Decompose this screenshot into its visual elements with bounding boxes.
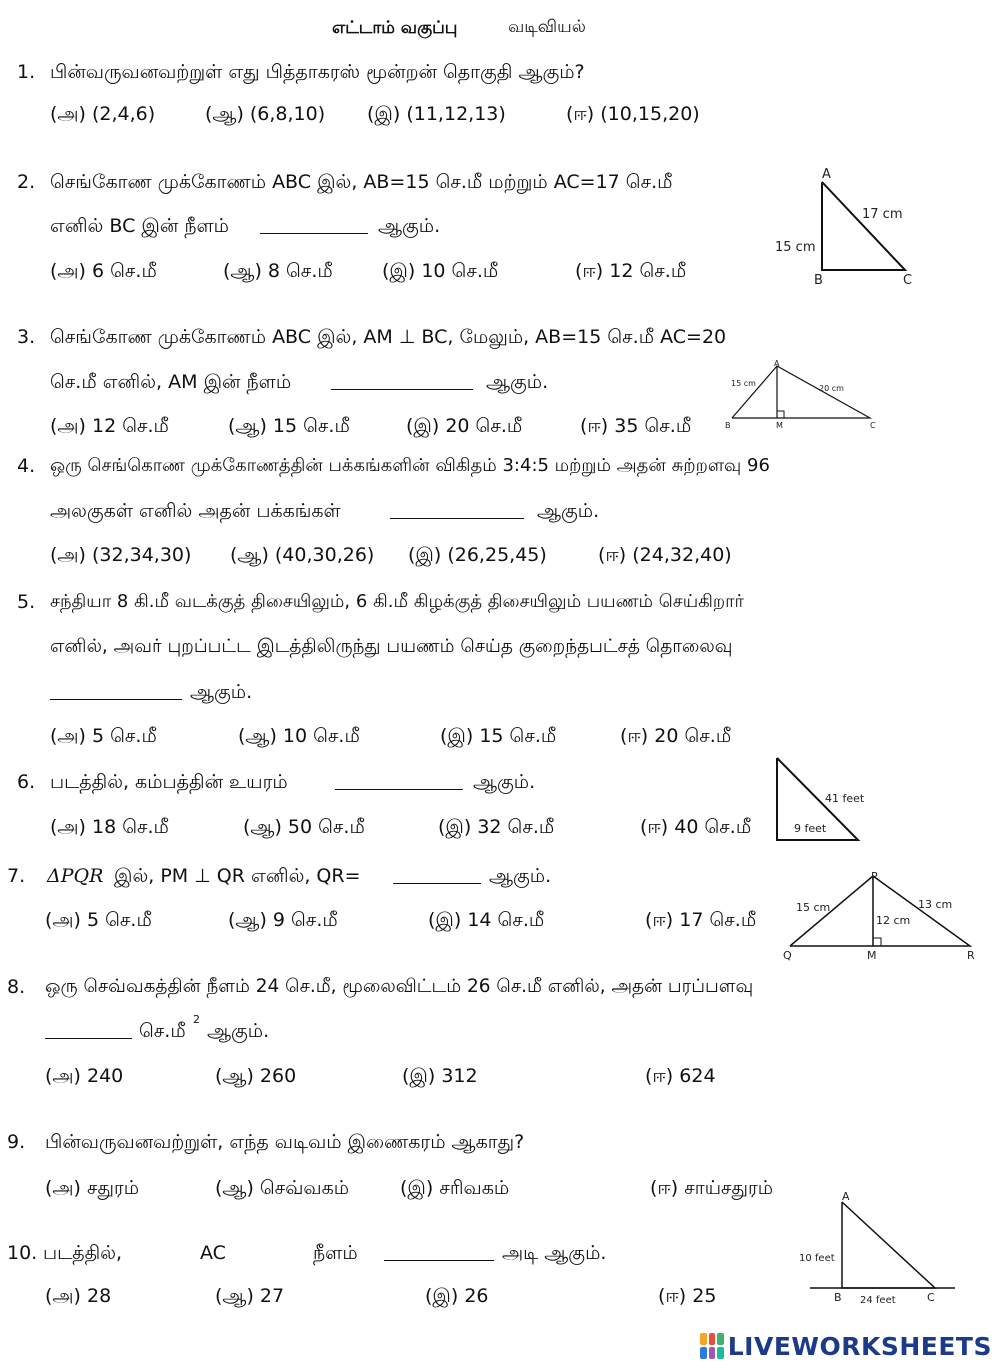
question-number: 7. bbox=[7, 865, 26, 887]
question-text: படத்தில், bbox=[43, 1242, 123, 1264]
side-ab-label: 10 feet bbox=[799, 1253, 835, 1264]
question-number: 9. bbox=[7, 1131, 26, 1153]
question-text-end: ஆகும். bbox=[190, 681, 253, 703]
option-b[interactable]: (ஆ) (6,8,10) bbox=[205, 103, 326, 125]
side-name: AC bbox=[200, 1242, 226, 1264]
answer-blank[interactable] bbox=[45, 1020, 132, 1039]
option-c[interactable]: (இ) (26,25,45) bbox=[408, 544, 547, 566]
answer-blank[interactable] bbox=[260, 215, 368, 234]
option-c[interactable]: (இ) 10 செ.மீ bbox=[382, 260, 499, 282]
side-ac-label: 17 cm bbox=[862, 207, 903, 222]
option-b[interactable]: (ஆ) செவ்வகம் bbox=[215, 1177, 350, 1199]
pole-triangle-figure bbox=[770, 752, 870, 847]
question-number: 3. bbox=[17, 326, 36, 348]
triangle-abmc-figure bbox=[720, 358, 890, 433]
option-a[interactable]: (அ) 5 செ.மீ bbox=[50, 725, 157, 747]
option-b[interactable]: (ஆ) 10 செ.மீ bbox=[238, 725, 360, 747]
option-b[interactable]: (ஆ) 8 செ.மீ bbox=[223, 260, 333, 282]
answer-blank[interactable] bbox=[331, 371, 473, 390]
option-c[interactable]: (இ) சரிவகம் bbox=[400, 1177, 510, 1199]
vertex-c-label: C bbox=[927, 1291, 935, 1304]
option-a[interactable]: (அ) 240 bbox=[45, 1065, 124, 1087]
option-d[interactable]: (ஈ) 35 செ.மீ bbox=[580, 415, 692, 437]
vertex-b-label: B bbox=[725, 421, 731, 430]
side-bc-label: 24 feet bbox=[860, 1295, 896, 1306]
option-a[interactable]: (அ) சதுரம் bbox=[45, 1177, 140, 1199]
unit-superscript: 2 bbox=[193, 1013, 200, 1026]
liveworksheets-mark-icon bbox=[700, 1333, 724, 1359]
question-text-mid: நீளம் bbox=[313, 1242, 358, 1264]
option-b[interactable]: (ஆ) (40,30,26) bbox=[230, 544, 375, 566]
question-text: ஒரு செவ்வகத்தின் நீளம் 24 செ.மீ, மூலைவிட்டம் 26 செ.மீ எனில், அதன் பரப்பளவு bbox=[45, 976, 754, 997]
triangle-pqr-figure bbox=[778, 862, 993, 962]
question-number: 1. bbox=[17, 61, 36, 83]
question-text: பின்வருவனவற்றுள், எந்த வடிவம் இணைகரம் ஆகாது? bbox=[45, 1131, 525, 1153]
question-text: செங்கோண முக்கோணம் ABC இல், AM ⊥ BC, மேலும், AB=15 செ.மீ AC=20 bbox=[50, 326, 727, 348]
answer-blank[interactable] bbox=[393, 865, 481, 884]
question-text-line2: எனில் BC இன் நீளம் bbox=[50, 215, 229, 237]
option-c[interactable]: (இ) 20 செ.மீ bbox=[406, 415, 523, 437]
option-d[interactable]: (ஈ) 40 செ.மீ bbox=[640, 816, 752, 838]
option-d[interactable]: (ஈ) சாய்சதுரம் bbox=[650, 1177, 774, 1199]
question-number: 10. bbox=[7, 1242, 38, 1264]
vertex-m-label: M bbox=[867, 949, 877, 962]
question-number: 2. bbox=[17, 171, 36, 193]
option-a[interactable]: (அ) 28 bbox=[45, 1285, 112, 1307]
option-c[interactable]: (இ) 32 செ.மீ bbox=[438, 816, 555, 838]
vertex-a-label: A bbox=[842, 1190, 850, 1203]
question-text: செங்கோண முக்கோணம் ABC இல், AB=15 செ.மீ மற்றும் AC=17 செ.மீ bbox=[50, 171, 673, 193]
vertex-c-label: C bbox=[903, 273, 913, 288]
question-text-end: ஆகும். bbox=[378, 215, 441, 237]
option-c[interactable]: (இ) (11,12,13) bbox=[367, 103, 506, 125]
question-text-end: அடி ஆகும். bbox=[502, 1242, 607, 1264]
vertex-a-label: A bbox=[822, 167, 831, 182]
question-text: இல், PM ⊥ QR எனில், QR= bbox=[114, 865, 361, 887]
option-b[interactable]: (ஆ) 260 bbox=[215, 1065, 297, 1087]
triangle-abc-feet-figure bbox=[795, 1188, 960, 1308]
question-text-line2: அலகுகள் எனில் அதன் பக்கங்கள் bbox=[50, 500, 341, 522]
altitude-pm-label: 12 cm bbox=[876, 914, 911, 927]
question-number: 5. bbox=[17, 591, 36, 613]
option-b[interactable]: (ஆ) 27 bbox=[215, 1285, 285, 1307]
option-c[interactable]: (இ) 312 bbox=[402, 1065, 478, 1087]
question-text: பின்வருவனவற்றுள் எது பித்தாகரஸ் மூன்றன் தொகுதி ஆகும்? bbox=[50, 61, 585, 83]
question-text: சந்தியா 8 கி.மீ வடக்குத் திசையிலும், 6 கி.மீ கிழக்குத் திசையிலும் பயணம் செய்கிறார் bbox=[50, 591, 744, 612]
question-text: படத்தில், கம்பத்தின் உயரம் bbox=[50, 771, 288, 793]
question-number: 8. bbox=[7, 976, 26, 998]
vertex-q-label: Q bbox=[783, 949, 792, 962]
option-d[interactable]: (ஈ) 12 செ.மீ bbox=[575, 260, 687, 282]
option-b[interactable]: (ஆ) 15 செ.மீ bbox=[228, 415, 350, 437]
side-pr-label: 13 cm bbox=[918, 898, 953, 911]
side-ab-label: 15 cm bbox=[731, 379, 756, 388]
option-d[interactable]: (ஈ) (10,15,20) bbox=[566, 103, 700, 125]
vertex-p-label: P bbox=[871, 870, 878, 883]
option-d[interactable]: (ஈ) 17 செ.மீ bbox=[645, 909, 757, 931]
answer-blank[interactable] bbox=[390, 500, 524, 519]
option-b[interactable]: (ஆ) 50 செ.மீ bbox=[243, 816, 365, 838]
vertex-c-label: C bbox=[870, 421, 876, 430]
option-c[interactable]: (இ) 26 bbox=[425, 1285, 489, 1307]
option-a[interactable]: (அ) (2,4,6) bbox=[50, 103, 156, 125]
triangle-symbol: ΔPQR bbox=[47, 865, 104, 887]
vertex-b-label: B bbox=[814, 273, 823, 288]
worksheet-subject: வடிவியல் bbox=[508, 17, 586, 37]
option-d[interactable]: (ஈ) 20 செ.மீ bbox=[620, 725, 732, 747]
side-ac-label: 20 cm bbox=[819, 384, 844, 393]
vertex-a-label: A bbox=[774, 359, 780, 368]
triangle-abc-figure bbox=[770, 162, 930, 287]
question-text-end: ஆகும். bbox=[207, 1020, 270, 1042]
option-b[interactable]: (ஆ) 9 செ.மீ bbox=[228, 909, 338, 931]
option-a[interactable]: (அ) 12 செ.மீ bbox=[50, 415, 169, 437]
option-c[interactable]: (இ) 14 செ.மீ bbox=[428, 909, 545, 931]
question-text-end: ஆகும். bbox=[537, 500, 600, 522]
option-a[interactable]: (அ) 6 செ.மீ bbox=[50, 260, 157, 282]
question-text-end: ஆகும். bbox=[489, 865, 552, 887]
option-a[interactable]: (அ) 5 செ.மீ bbox=[45, 909, 152, 931]
option-d[interactable]: (ஈ) (24,32,40) bbox=[598, 544, 732, 566]
question-number: 4. bbox=[17, 455, 36, 477]
option-a[interactable]: (அ) 18 செ.மீ bbox=[50, 816, 169, 838]
question-text-line2: செ.மீ எனில், AM இன் நீளம் bbox=[50, 371, 292, 393]
option-a[interactable]: (அ) (32,34,30) bbox=[50, 544, 192, 566]
worksheet-grade: எட்டாம் வகுப்பு bbox=[332, 18, 458, 38]
liveworksheets-wordmark: LIVEWORKSHEETS bbox=[727, 1331, 992, 1361]
side-pq-label: 15 cm bbox=[796, 901, 831, 914]
vertex-r-label: R bbox=[967, 949, 975, 962]
option-d[interactable]: (ஈ) 624 bbox=[645, 1065, 716, 1087]
answer-blank[interactable] bbox=[335, 771, 463, 790]
side-ab-label: 15 cm bbox=[775, 240, 816, 255]
unit-text: செ.மீ bbox=[139, 1020, 186, 1042]
option-d[interactable]: (ஈ) 25 bbox=[658, 1285, 717, 1307]
question-number: 6. bbox=[17, 771, 36, 793]
base-label: 9 feet bbox=[794, 822, 827, 835]
question-text: ஒரு செங்கொண முக்கோணத்தின் பக்கங்களின் விகிதம் 3:4:5 மற்றும் அதன் சுற்றளவு 96 bbox=[50, 455, 770, 476]
question-text-end: ஆகும். bbox=[486, 371, 549, 393]
hypotenuse-label: 41 feet bbox=[825, 792, 865, 805]
answer-blank[interactable] bbox=[384, 1242, 494, 1261]
option-c[interactable]: (இ) 15 செ.மீ bbox=[440, 725, 557, 747]
question-text-end: ஆகும். bbox=[473, 771, 536, 793]
liveworksheets-logo bbox=[700, 1331, 992, 1361]
vertex-b-label: B bbox=[834, 1291, 842, 1304]
answer-blank[interactable] bbox=[50, 681, 182, 700]
vertex-m-label: M bbox=[776, 421, 783, 430]
question-text-line2: எனில், அவர் புறப்பட்ட இடத்திலிருந்து பயணம் செய்த குறைந்தபட்சத் தொலைவு bbox=[50, 636, 733, 657]
